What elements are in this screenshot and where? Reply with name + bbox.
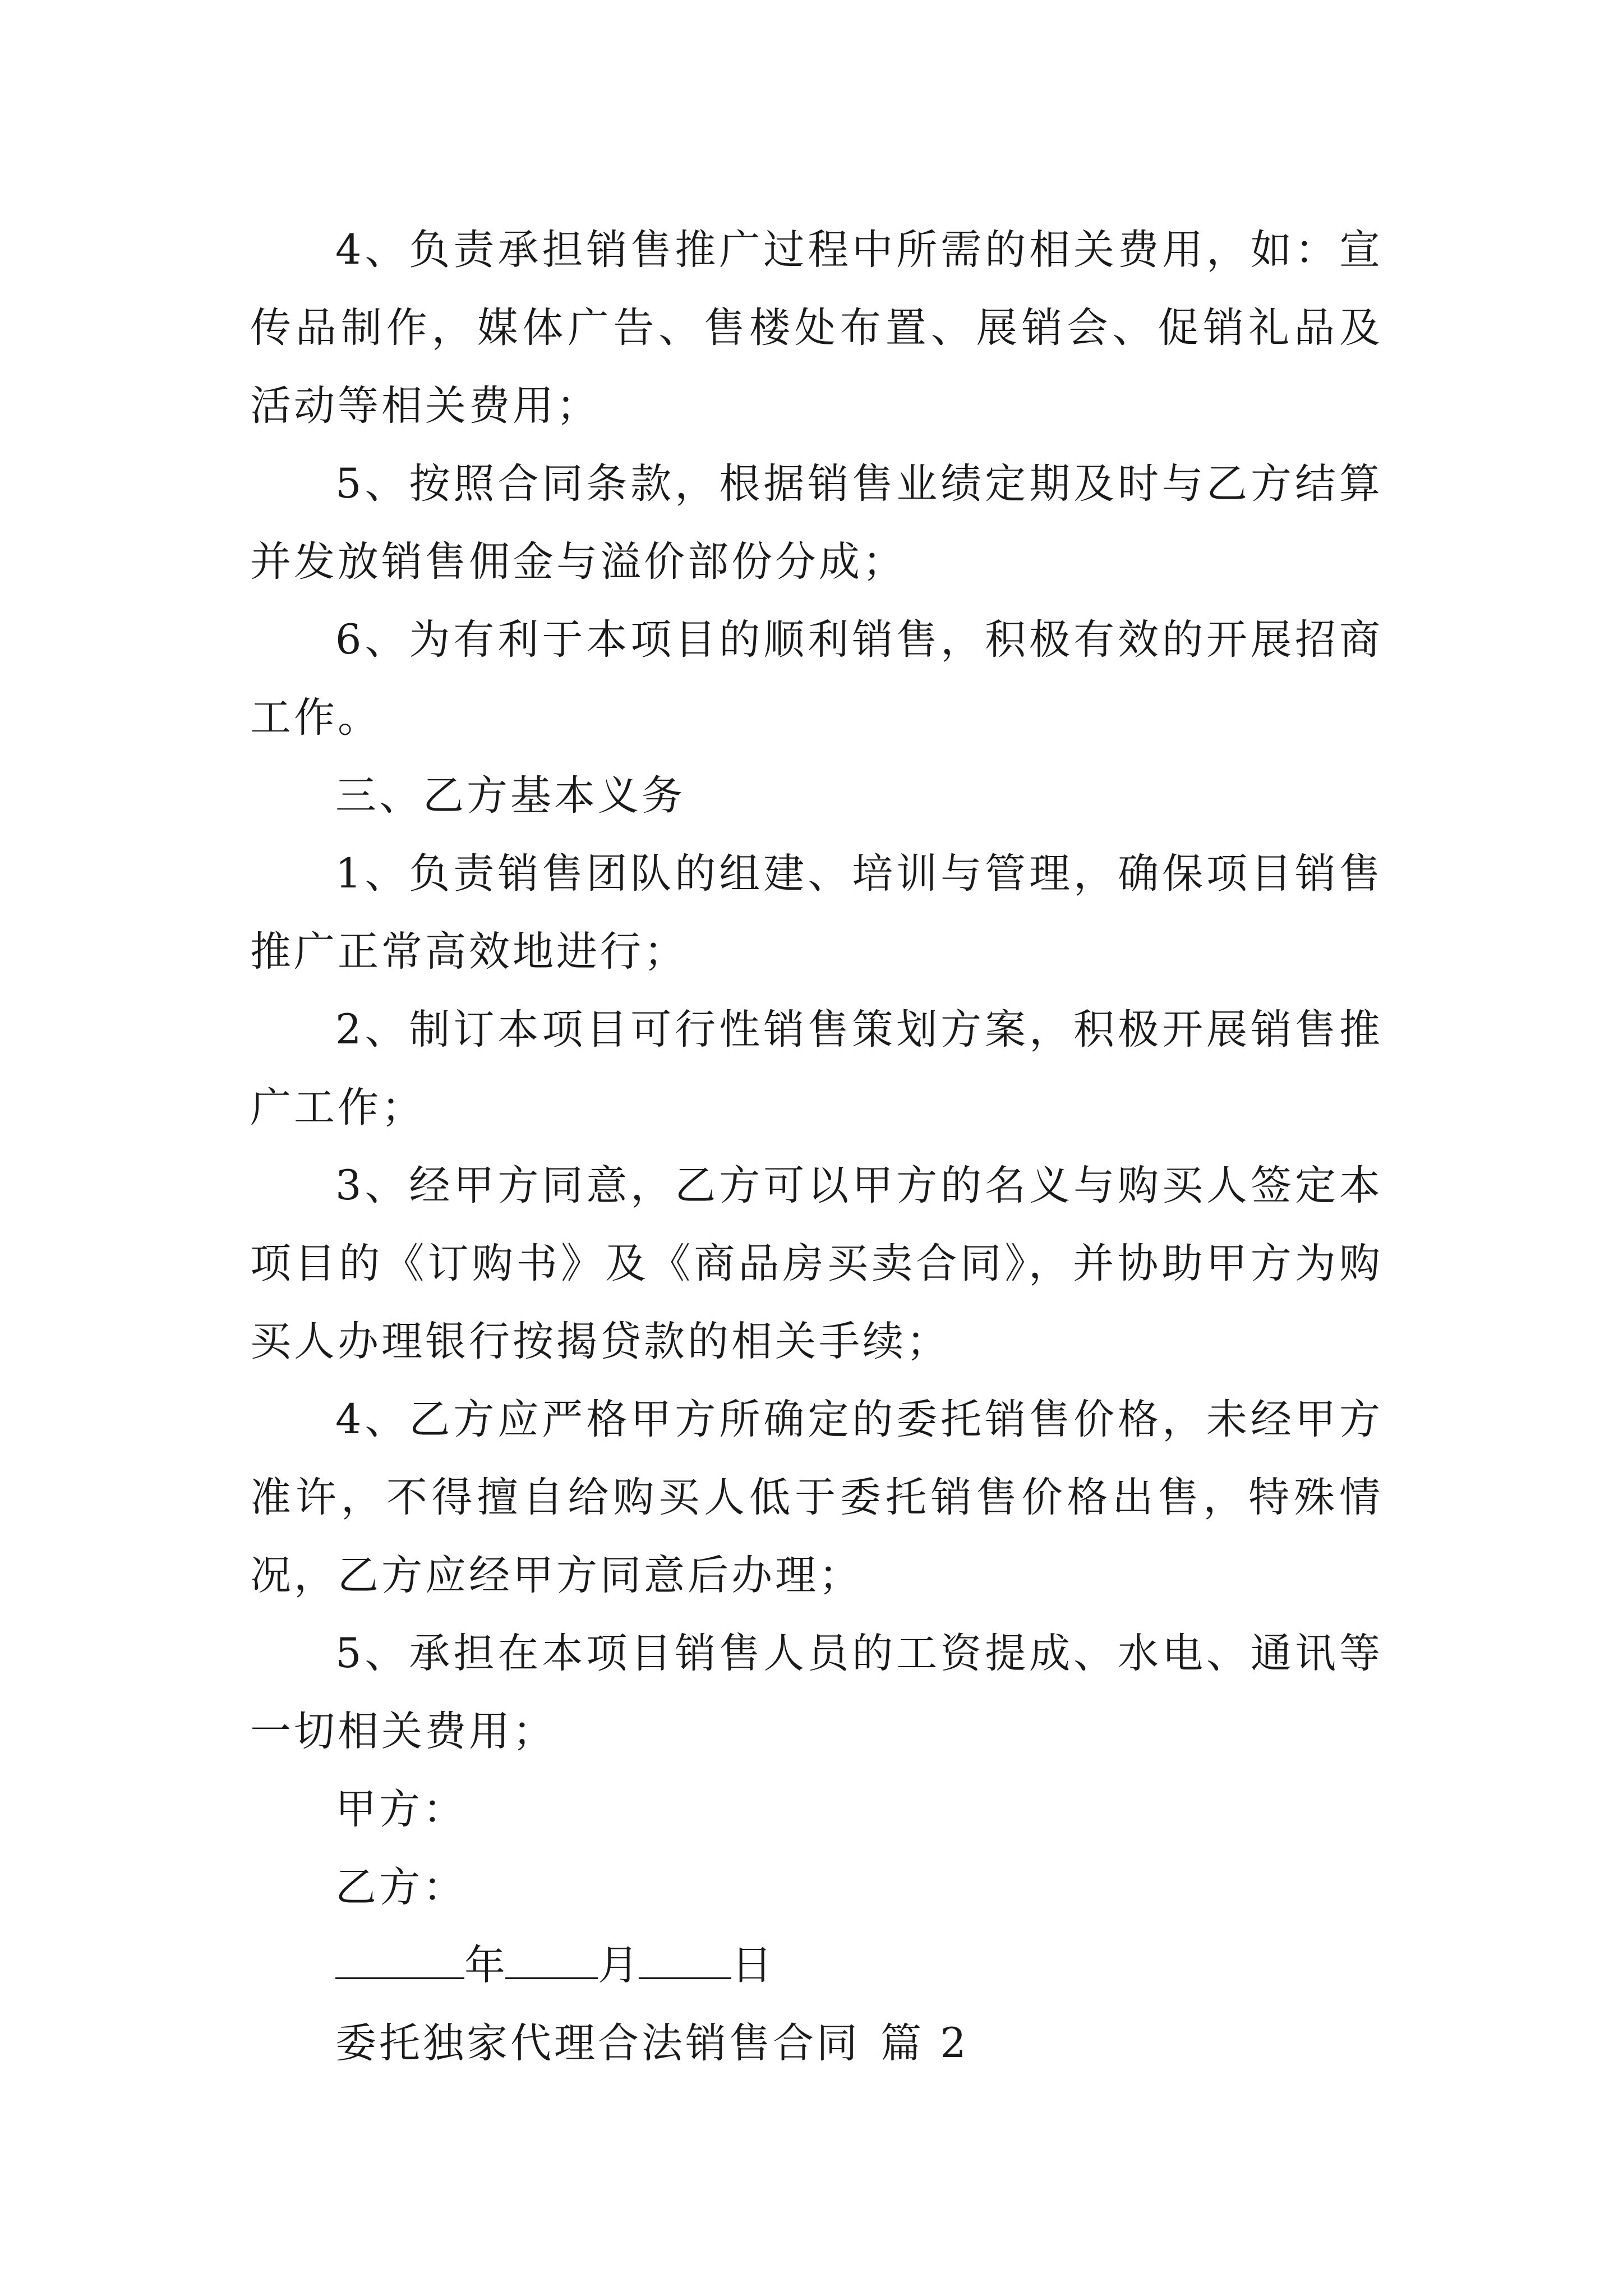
- paragraph-party-a-obligation-6: 6、为有利于本项目的顺利销售，积极有效的开展招商工作。: [250, 616, 1383, 742]
- year-label: 年: [464, 1941, 505, 1989]
- next-contract-title-suffix: 篇 2: [880, 2019, 969, 2067]
- paragraph-party-b-obligation-5: 5、承担在本项目销售人员的工资提成、水电、通讯等一切相关费用；: [250, 1630, 1383, 1755]
- date-line: [250, 1926, 1383, 2004]
- party-a-signature-label: 甲方：: [335, 1786, 467, 1833]
- document-body: [250, 211, 1383, 2082]
- day-blank: [639, 1937, 731, 1979]
- paragraph-party-a-obligation-4: 4、负责承担销售推广过程中所需的相关费用，如：宣传品制作，媒体广告、售楼处布置、展销会、促销礼品及活动等相关费用；: [250, 226, 1383, 430]
- next-contract-title-text: 委托独家代理合法销售合同: [335, 2019, 860, 2067]
- paragraph-party-b-obligation-3: 3、经甲方同意，乙方可以甲方的名义与购买人签定本项目的《订购书》及《商品房买卖合同》，并协助甲方为购买人办理银行按揭贷款的相关手续；: [250, 1162, 1383, 1365]
- next-contract-title: [250, 2004, 1383, 2082]
- year-blank: [335, 1937, 464, 1979]
- day-label: 日: [731, 1941, 772, 1989]
- party-b-signature-label: 乙方：: [335, 1864, 467, 1911]
- month-label: 月: [598, 1941, 639, 1989]
- paragraph-party-b-obligation-2: 2、制订本项目可行性销售策划方案，积极开展销售推广工作；: [250, 1006, 1383, 1131]
- paragraph-party-a-obligation-5: 5、按照合同条款，根据销售业绩定期及时与乙方结算并发放销售佣金与溢价部份分成；: [250, 460, 1383, 586]
- section-heading: 三、乙方基本义务: [335, 772, 685, 820]
- paragraph-party-b-obligation-4: 4、乙方应严格甲方所确定的委托销售价格，未经甲方准许，不得擅自给购买人低于委托销售价格出售，特殊情况，乙方应经甲方同意后办理；: [250, 1396, 1383, 1599]
- month-blank: [505, 1937, 598, 1979]
- paragraph-party-b-obligation-1: 1、负责销售团队的组建、培训与管理，确保项目销售推广正常高效地进行；: [250, 850, 1383, 976]
